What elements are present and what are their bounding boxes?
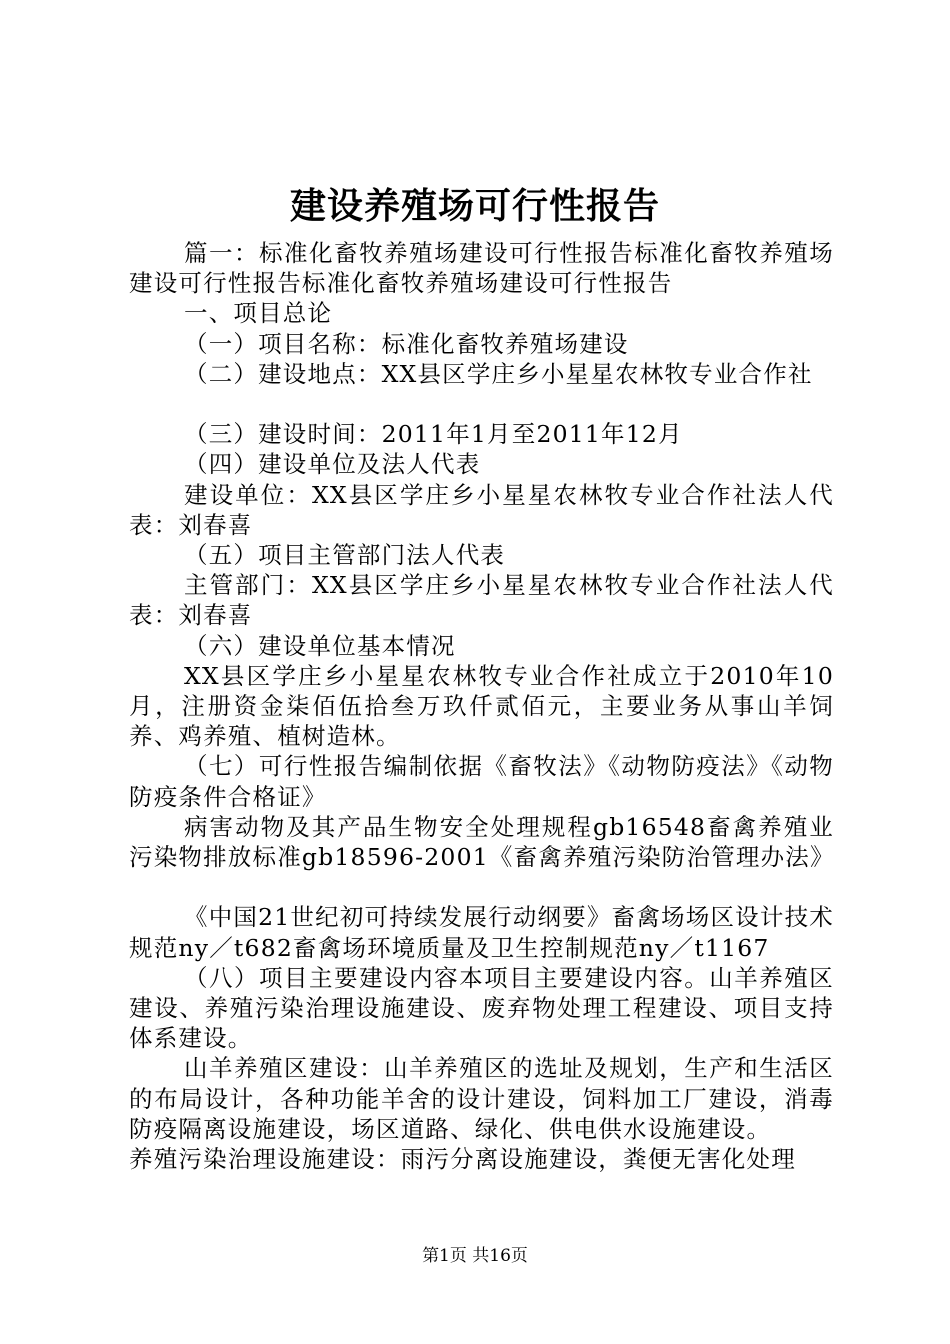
page-footer: 第1页 共16页 — [422, 1246, 528, 1266]
item-goat-area: 山羊养殖区建设：山羊养殖区的选址及规划，生产和生活区的布局设计，各种功能羊舍的设计建设，饲料加工厂建设，消毒防疫隔离设施建设，场区道路、绿化、供电供水设施建设。 — [129, 1054, 834, 1143]
item-authority-heading: （五）项目主管部门法人代表 — [184, 541, 506, 570]
item-time: （三）建设时间：2011年1月至2011年12月 — [184, 420, 683, 449]
item-unit-heading: （四）建设单位及法人代表 — [184, 450, 481, 479]
section-heading-overview: 一、项目总论 — [184, 299, 333, 328]
item-basic-info-heading: （六）建设单位基本情况 — [184, 631, 456, 660]
document-title: 建设养殖场可行性报告 — [289, 185, 660, 227]
item-location: （二）建设地点：XX县区学庄乡小星星农林牧专业合作社 — [184, 359, 813, 388]
blank-line — [129, 389, 834, 419]
item-project-name: （一）项目名称：标准化畜牧养殖场建设 — [184, 329, 629, 358]
item-basis-heading: （七）可行性报告编制依据《畜牧法》《动物防疫法》《动物防疫条件合格证》 — [129, 752, 834, 811]
item-authority-detail: 主管部门：XX县区学庄乡小星星农林牧专业合作社法人代表：刘春喜 — [129, 571, 834, 630]
blank-line — [129, 872, 834, 902]
item-pollution-control: 养殖污染治理设施建设：雨污分离设施建设，粪便无害化处理 — [129, 1145, 796, 1174]
document-body — [129, 238, 834, 1174]
item-basis-specs: 《中国21世纪初可持续发展行动纲要》畜禽场场区设计技术规范ny／t682畜禽场环境质量及卫生控制规范ny／t1167 — [129, 903, 834, 962]
paragraph-intro: 篇一：标准化畜牧养殖场建设可行性报告标准化畜牧养殖场建设可行性报告标准化畜牧养殖场建设可行性报告 — [129, 239, 834, 298]
item-basic-info-detail: XX县区学庄乡小星星农林牧专业合作社成立于2010年10月，注册资金柒佰伍拾叁万玖仟贰佰元，主要业务从事山羊饲养、鸡养殖、植树造林。 — [129, 661, 834, 751]
item-unit-detail: 建设单位：XX县区学庄乡小星星农林牧专业合作社法人代表：刘春喜 — [129, 480, 834, 539]
item-basis-standards: 病害动物及其产品生物安全处理规程gb16548畜禽养殖业污染物排放标准gb18596-2001《畜禽养殖污染防治管理办法》 — [129, 812, 835, 872]
item-main-content: （八）项目主要建设内容本项目主要建设内容。山羊养殖区建设、养殖污染治理设施建设、废弃物处理工程建设、项目支持体系建设。 — [129, 963, 834, 1053]
